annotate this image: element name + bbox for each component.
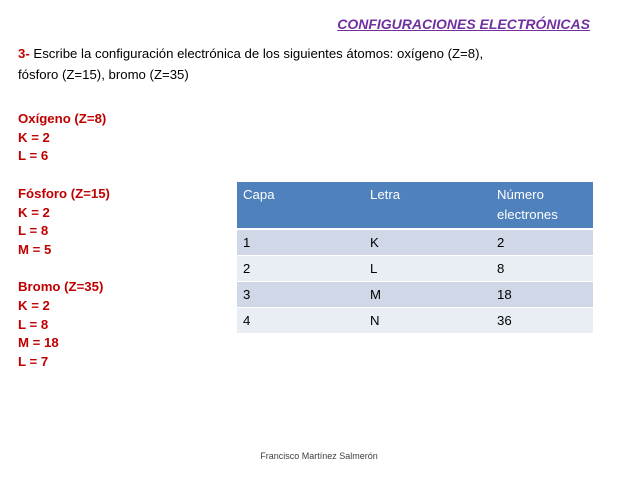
answer-shell: M = 5 <box>18 241 52 257</box>
answer-phosphorus <box>18 185 110 260</box>
author-footer: Francisco Martínez Salmerón <box>260 451 378 461</box>
table-cell: 8 <box>491 256 593 282</box>
table-cell: 2 <box>491 229 593 256</box>
table-cell: 3 <box>237 282 364 308</box>
table-cell: K <box>364 229 491 256</box>
answer-element-name: Fósforo (Z=15) <box>18 185 110 201</box>
table-cell: N <box>364 308 491 334</box>
answer-shell: M = 18 <box>18 335 59 351</box>
answer-bromine <box>18 278 110 372</box>
answer-shell: K = 2 <box>18 129 50 145</box>
table-cell: M <box>364 282 491 308</box>
answer-shell: L = 8 <box>18 316 49 332</box>
answer-element-name: Oxígeno (Z=8) <box>18 111 107 126</box>
table-cell: 1 <box>237 229 364 256</box>
question-number: 3- <box>18 46 30 61</box>
answer-shell: K = 2 <box>18 204 50 220</box>
answer-element-name: Bromo (Z=35) <box>18 279 104 295</box>
question-text <box>18 43 498 85</box>
answer-shell: L = 6 <box>18 148 49 164</box>
table-row <box>237 308 593 334</box>
column-header-capa: Capa <box>237 182 364 229</box>
table-cell: 18 <box>491 282 593 308</box>
table-cell: 2 <box>237 256 364 282</box>
table-row <box>237 282 593 308</box>
table-cell: L <box>364 256 491 282</box>
table-row <box>237 256 593 282</box>
column-header-numero-electrones: Número electrones <box>491 182 593 229</box>
answer-oxygen <box>18 110 110 166</box>
electron-shell-table <box>237 182 593 334</box>
answers-block <box>18 110 110 372</box>
column-header-letra: Letra <box>364 182 491 229</box>
table-cell: 36 <box>491 308 593 334</box>
answer-shell: L = 8 <box>18 223 49 239</box>
table-cell: 4 <box>237 308 364 334</box>
slide-title: CONFIGURACIONES ELECTRÓNICAS <box>337 16 590 32</box>
question-body: Escribe la configuración electrónica de los siguientes átomos: oxígeno (Z=8), fósforo (Z=15), bromo (Z=35) <box>18 46 484 82</box>
answer-shell: K = 2 <box>18 298 50 313</box>
answer-shell: L = 7 <box>18 354 49 370</box>
table-row <box>237 229 593 256</box>
table-header-row <box>237 182 593 229</box>
